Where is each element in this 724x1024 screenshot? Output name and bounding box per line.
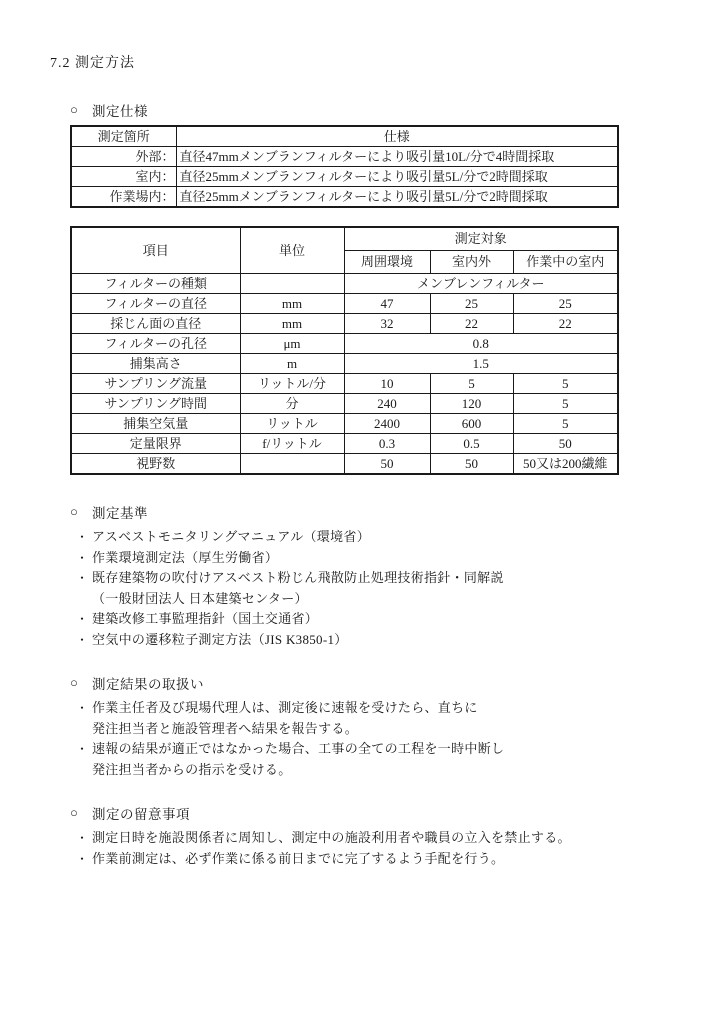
- list-item: [70, 527, 684, 548]
- bullet-marker: ・: [76, 742, 89, 756]
- results-section-heading: [70, 673, 684, 693]
- cell-value: 5: [513, 394, 618, 414]
- cell-value: 5: [513, 374, 618, 394]
- cell-item: 定量限界: [71, 434, 240, 454]
- cell-item: 捕集高さ: [71, 354, 240, 374]
- bullet-marker: ・: [76, 612, 89, 626]
- results-section-title: 測定結果の取扱い: [92, 677, 204, 692]
- cell-value-merged: メンブレンフィルター: [344, 274, 618, 294]
- list-item: [70, 849, 684, 870]
- list-item: [70, 568, 684, 609]
- cell-value: 50: [430, 454, 513, 475]
- bullet-marker: ・: [76, 550, 89, 565]
- list-item-text: 作業環境測定法（厚生労働省）: [92, 549, 279, 565]
- cell-location: 外部：: [71, 147, 176, 167]
- cell-location: 室内：: [71, 167, 176, 187]
- table-row: [71, 294, 618, 314]
- list-item-text: 測定日時を施設関係者に周知し、測定中の施設利用者や職員の立入を禁止する。: [92, 830, 571, 845]
- standards-list: [70, 527, 684, 650]
- list-item-text: 作業主任者及び現場代理人は、測定後に速報を受けたら、直ちに: [92, 700, 478, 715]
- cell-unit: m: [240, 354, 344, 374]
- cell-value-merged: 1.5: [344, 354, 618, 374]
- cell-unit: [240, 454, 344, 475]
- notes-section-heading: [70, 803, 684, 823]
- table-row: [71, 167, 618, 187]
- cell-item: フィルターの直径: [71, 294, 240, 314]
- table-row: [71, 394, 618, 414]
- bullet-marker: ・: [76, 831, 89, 845]
- list-item: [70, 630, 684, 651]
- cell-item: フィルターの種類: [71, 274, 240, 294]
- cell-value: 25: [513, 294, 618, 314]
- cell-value: 240: [344, 394, 430, 414]
- detail-header-row-1: [71, 227, 618, 251]
- list-item-text: アスベストモニタリングマニュアル（環境省）: [92, 529, 371, 544]
- list-item-text-continued: 発注担当者からの指示を受ける。: [92, 761, 292, 777]
- cell-value: 50又は200繊維: [513, 454, 618, 475]
- list-item: [70, 609, 684, 630]
- cell-item: サンプリング流量: [71, 374, 240, 394]
- measurement-detail-table: [70, 226, 619, 475]
- list-item-text: 既存建築物の吹付けアスベスト粉じん飛散防止処理技術指針・同解説: [92, 570, 504, 585]
- cell-spec: 直径25mmメンブランフィルターにより吸引量5L/分で2時間採取: [176, 187, 618, 208]
- cell-spec: 直径47mmメンブランフィルターにより吸引量10L/分で4時間採取: [176, 147, 618, 167]
- standards-section: [70, 502, 684, 650]
- measurement-spec-table: [70, 125, 619, 208]
- table-row: [71, 314, 618, 334]
- header-unit: 単位: [240, 227, 344, 274]
- cell-item: 採じん面の直径: [71, 314, 240, 334]
- cell-value: 600: [430, 414, 513, 434]
- table-row: [71, 414, 618, 434]
- list-item: [70, 548, 684, 569]
- bullet-marker: ・: [76, 632, 89, 647]
- table-row: [71, 374, 618, 394]
- table-row: [71, 274, 618, 294]
- list-item-text-continued: （一般財団法人 日本建築センター）: [92, 590, 308, 606]
- standards-section-heading: [70, 502, 684, 522]
- notes-section: [70, 803, 684, 869]
- table-row: [71, 147, 618, 167]
- circle-marker: ○: [70, 102, 79, 117]
- header-item: 項目: [71, 227, 240, 274]
- cell-value: 50: [513, 434, 618, 454]
- bullet-marker: ・: [76, 530, 89, 544]
- cell-value: 22: [513, 314, 618, 334]
- table-row: [71, 354, 618, 374]
- cell-unit: f/リットル: [240, 434, 344, 454]
- spec-section-title: 測定仕様: [92, 104, 148, 119]
- cell-item: 視野数: [71, 454, 240, 475]
- circle-marker: ○: [70, 675, 79, 690]
- cell-unit: μm: [240, 334, 344, 354]
- notes-section-title: 測定の留意事項: [92, 807, 190, 822]
- list-item-text: 速報の結果が適正ではなかった場合、工事の全ての工程を一時中断し: [92, 741, 505, 756]
- cell-value: 25: [430, 294, 513, 314]
- results-list: [70, 698, 684, 780]
- table-row: [71, 334, 618, 354]
- header-target: 室内外: [430, 251, 513, 274]
- cell-value: 5: [430, 374, 513, 394]
- cell-unit: mm: [240, 314, 344, 334]
- table-row: [71, 434, 618, 454]
- list-item: [70, 828, 684, 849]
- bullet-marker: ・: [76, 851, 89, 866]
- cell-unit: [240, 274, 344, 294]
- header-target: 周囲環境: [344, 251, 430, 274]
- standards-section-title: 測定基準: [92, 506, 148, 521]
- list-item-text: 作業前測定は、必ず作業に係る前日までに完了するよう手配を行う。: [92, 850, 505, 866]
- cell-value: 32: [344, 314, 430, 334]
- cell-value: 2400: [344, 414, 430, 434]
- cell-value: 120: [430, 394, 513, 414]
- cell-value: 5: [513, 414, 618, 434]
- circle-marker: ○: [70, 805, 79, 820]
- table-row: [71, 454, 618, 475]
- spec-section-heading: [70, 100, 684, 120]
- cell-location: 作業場内：: [71, 187, 176, 208]
- cell-value: 47: [344, 294, 430, 314]
- notes-list: [70, 828, 684, 869]
- cell-spec: 直径25mmメンブランフィルターにより吸引量5L/分で2時間採取: [176, 167, 618, 187]
- table-row: [71, 187, 618, 208]
- cell-unit: リットル: [240, 414, 344, 434]
- cell-item: フィルターの孔径: [71, 334, 240, 354]
- list-item-text-continued: 発注担当者と施設管理者へ結果を報告する。: [92, 720, 359, 736]
- list-item: [70, 739, 684, 780]
- results-section: [70, 673, 684, 780]
- cell-value: 0.3: [344, 434, 430, 454]
- cell-value: 22: [430, 314, 513, 334]
- cell-unit: mm: [240, 294, 344, 314]
- bullet-marker: ・: [76, 701, 89, 715]
- list-item: [70, 698, 684, 739]
- header-target: 作業中の室内: [513, 251, 618, 274]
- spec-table-header-row: [71, 126, 618, 147]
- cell-unit: リットル/分: [240, 374, 344, 394]
- list-item-text: 空気中の遷移粒子測定方法（JIS K3850-1）: [92, 631, 348, 647]
- cell-value: 0.5: [430, 434, 513, 454]
- cell-value: 50: [344, 454, 430, 475]
- page-title: 7.2 測定方法: [50, 56, 135, 71]
- cell-value-merged: 0.8: [344, 334, 618, 354]
- cell-item: サンプリング時間: [71, 394, 240, 414]
- cell-unit: 分: [240, 394, 344, 414]
- cell-value: 10: [344, 374, 430, 394]
- header-location: 測定箇所: [71, 126, 176, 147]
- cell-item: 捕集空気量: [71, 414, 240, 434]
- header-spec: 仕様: [176, 126, 618, 147]
- header-target-group: 測定対象: [344, 227, 618, 251]
- circle-marker: ○: [70, 504, 79, 519]
- list-item-text: 建築改修工事監理指針（国土交通省）: [92, 611, 319, 626]
- bullet-marker: ・: [76, 571, 89, 585]
